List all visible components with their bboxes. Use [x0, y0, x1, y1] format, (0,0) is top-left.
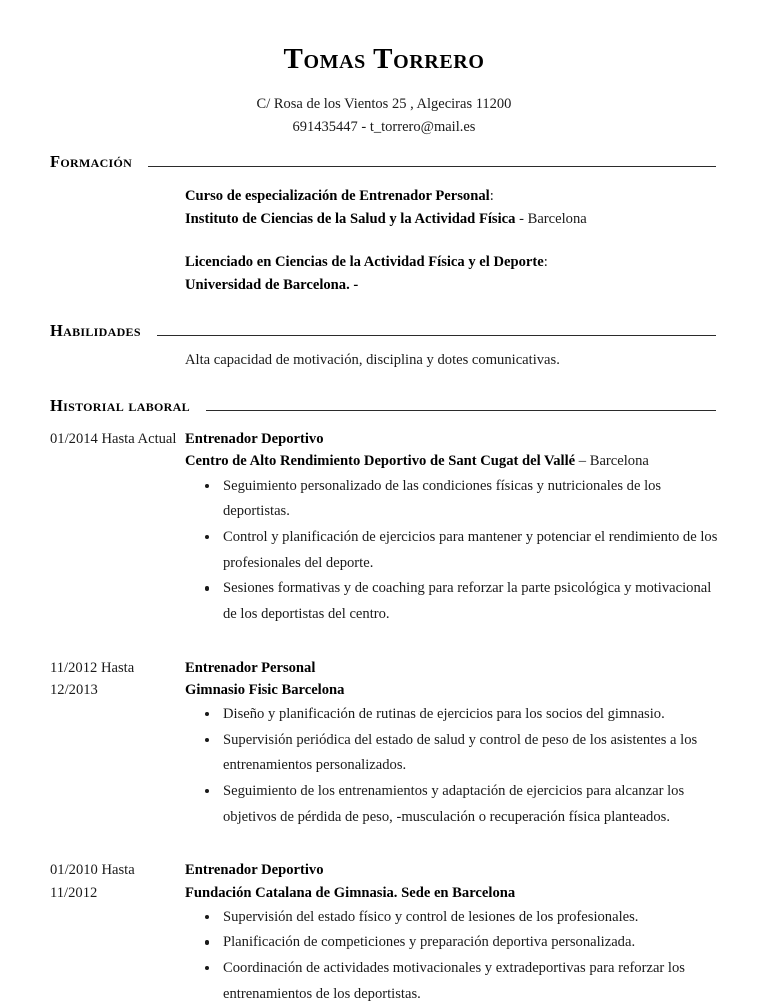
job-date-start: 01/2010 Hasta	[50, 862, 135, 879]
job-organization-line	[185, 679, 718, 701]
job-title: Entrenador Deportivo	[185, 862, 324, 879]
job-bullet: Seguimiento de los entrenamientos y adaptación de ejercicios para alcanzar los objetivos de pérdida de peso, -musculación o recuperación física planteados.	[202, 779, 718, 830]
education-heading-rule	[148, 166, 716, 167]
job-organization: Fundación Catalana de Gimnasia. Sede en Barcelona	[185, 884, 516, 901]
skills-body	[185, 350, 718, 372]
skills-heading-rule	[157, 335, 716, 336]
job-date-end: 12/2013	[50, 681, 98, 698]
job-title: Entrenador Personal	[185, 659, 316, 676]
job-bullet-list	[50, 702, 718, 830]
job-dates	[50, 657, 250, 701]
job-title: Entrenador Deportivo	[185, 431, 324, 448]
education-entry	[185, 185, 718, 231]
education-institution: Universidad de Barcelona. -	[185, 276, 359, 293]
education-entries	[185, 185, 718, 297]
job-bullet-list	[50, 905, 718, 1007]
job-date-start: 01/2014 Hasta Actual	[50, 431, 177, 448]
education-title-line	[185, 251, 718, 274]
education-institution-suffix: - Barcelona	[515, 211, 587, 228]
job-titles	[185, 859, 718, 903]
experience-section	[0, 397, 768, 1007]
job-organization: Gimnasio Fisic Barcelona	[185, 681, 345, 698]
job-titles	[185, 428, 718, 472]
skills-heading: Habilidades	[50, 320, 141, 340]
experience-heading-row	[50, 397, 716, 414]
job-entry	[0, 859, 768, 1007]
education-institution: Instituto de Ciencias de la Salud y la Actividad Física	[185, 211, 516, 228]
job-header	[50, 657, 718, 701]
experience-heading-rule	[206, 410, 716, 411]
phone-email-line: 691435447 - t_torrero@mail.es	[292, 119, 476, 136]
job-titles	[185, 657, 718, 701]
job-organization-line	[185, 450, 718, 472]
job-bullet: Sesiones formativas y de coaching para reforzar la parte psicológica y motivacional de los deportistas del centro.	[202, 576, 718, 627]
skills-section	[0, 322, 768, 372]
job-bullet: Coordinación de actividades motivacionales y extradeportivas para reforzar los entrenamientos de los deportistas.	[202, 956, 718, 1007]
education-heading-row	[50, 153, 716, 170]
job-dates	[50, 859, 250, 903]
job-date-start: 11/2012 Hasta	[50, 659, 135, 676]
job-date-end: 11/2012	[50, 884, 98, 901]
job-organization-line	[185, 882, 718, 904]
contact-block	[0, 93, 768, 140]
skills-text: Alta capacidad de motivación, disciplina y dotes comunicativas.	[185, 352, 560, 369]
job-bullet: Seguimiento personalizado de las condiciones físicas y nutricionales de los deportistas.	[202, 474, 718, 525]
education-title: Licenciado en Ciencias de la Actividad Física y el Deporte	[185, 253, 544, 270]
skills-heading-row	[50, 322, 716, 339]
education-title: Curso de especialización de Entrenador Personal	[185, 188, 490, 205]
job-entry	[0, 657, 768, 831]
address-line: C/ Rosa de los Vientos 25 , Algeciras 11200	[256, 95, 512, 112]
job-bullet: Control y planificación de ejercicios para mantener y potenciar el rendimiento de los profesionales del deporte.	[202, 525, 718, 576]
job-bullet: Supervisión periódica del estado de salud y control de peso de los asistentes a los entrenamientos personalizados.	[202, 728, 718, 779]
job-bullet: Supervisión del estado físico y control de lesiones de los profesionales.	[202, 905, 718, 931]
education-institution-line	[185, 274, 718, 297]
education-section	[0, 153, 768, 297]
job-organization-suffix: – Barcelona	[575, 453, 649, 470]
job-bullet: Planificación de competiciones y preparación deportiva personalizada.	[202, 930, 718, 956]
job-bullet: Diseño y planificación de rutinas de ejercicios para los socios del gimnasio.	[202, 702, 718, 728]
education-heading: Formación	[50, 151, 133, 171]
job-entry	[0, 428, 768, 627]
candidate-name: Tomas Torrero	[283, 43, 485, 75]
job-dates	[50, 428, 250, 450]
job-header	[50, 428, 718, 472]
experience-heading: Historial laboral	[50, 396, 190, 415]
education-title-suffix: :	[543, 253, 548, 270]
education-title-line	[185, 185, 718, 208]
education-institution-line	[185, 208, 718, 231]
education-entry	[185, 251, 718, 297]
job-bullet-list	[50, 474, 718, 628]
job-organization: Centro de Alto Rendimiento Deportivo de Sant Cugat del Vallé	[185, 453, 576, 470]
education-title-suffix: :	[489, 188, 494, 205]
job-header	[50, 859, 718, 903]
cv-header	[0, 0, 768, 140]
